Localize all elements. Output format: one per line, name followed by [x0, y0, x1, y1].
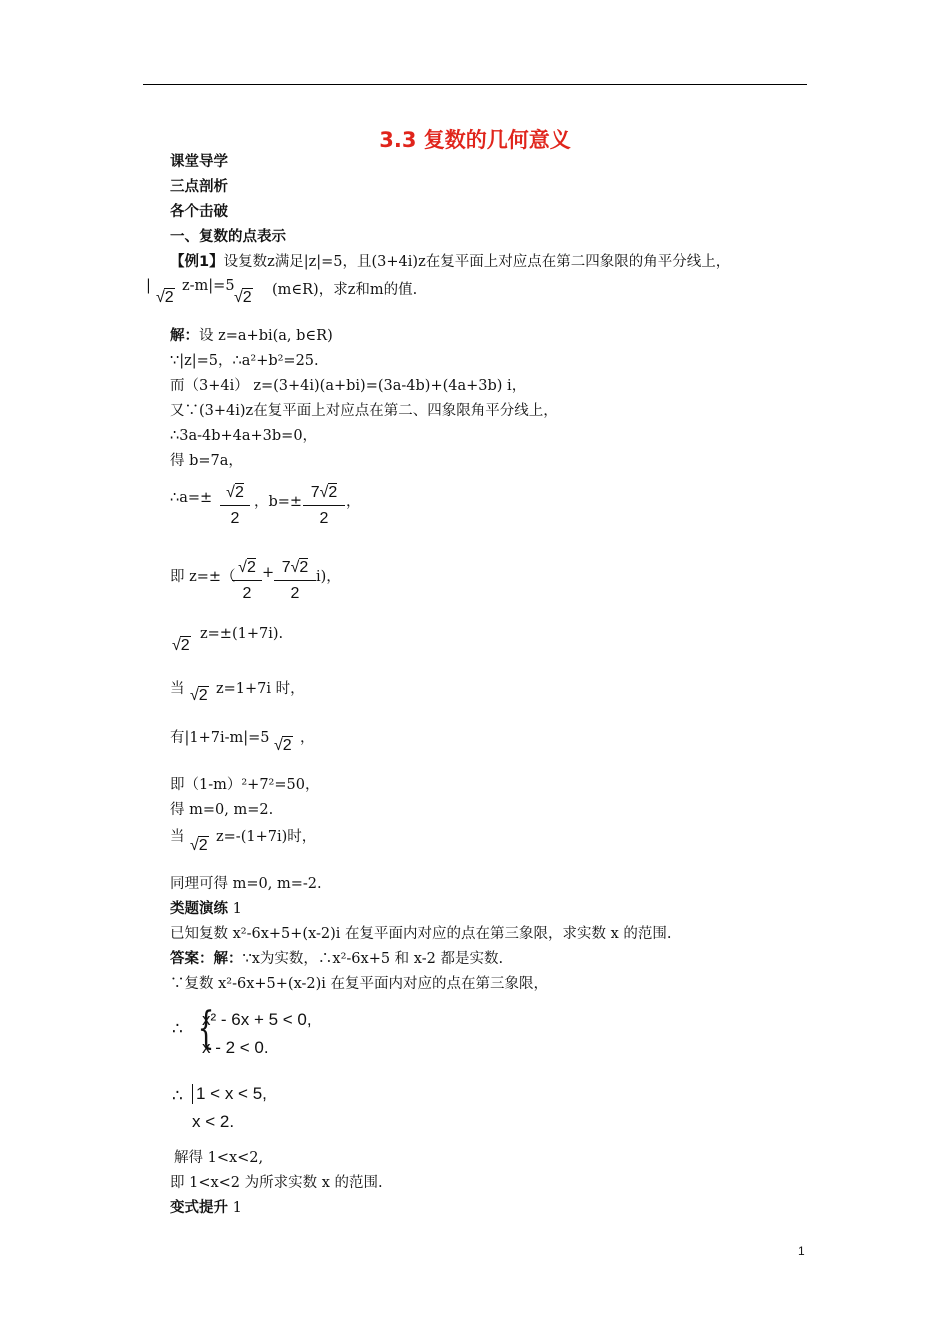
solution-l7-a: ∴a=±: [170, 490, 213, 506]
header-rule: [143, 84, 807, 85]
practice-question: 已知复数 x²-6x+5+(x-2)i 在复平面内对应的点在第三象限，求实数 x 的范围.: [170, 926, 672, 942]
heading-section-one: 一、复数的点表示: [170, 229, 286, 245]
solution-l11-a: 有|1+7i-m|=5: [170, 730, 270, 746]
heading-breakthrough: 各个击破: [170, 204, 228, 220]
solution-l6: 得 b=7a，: [170, 453, 243, 469]
fraction-7sqrt2-over-2: $\frac{7√2}{2}$: [274, 559, 316, 603]
system1-line2: x - 2 < 0.: [202, 1038, 269, 1057]
system1-line1: x² - 6x + 5 < 0,: [202, 1010, 312, 1029]
sqrt-2: √2: [190, 837, 208, 854]
solution-l7-c: ，: [346, 494, 361, 510]
solution-l10-a: 当: [170, 681, 185, 697]
solution-l14-b: z=-(1+7i)时，: [216, 829, 317, 845]
solution-l13: 得 m=0, m=2.: [170, 802, 274, 818]
left-brace: {: [197, 1003, 215, 1054]
solution-l15: 同理可得 m=0, m=-2.: [170, 876, 322, 892]
solution-l5: ∴3a-4b+4a+3b=0，: [170, 428, 318, 444]
solution-l2: ∵|z|=5，∴a²+b²=25.: [170, 353, 319, 369]
system2-line2: x < 2.: [192, 1112, 235, 1131]
solution-l12: 即（1-m）²+7²=50，: [170, 777, 320, 793]
page-title: 3.3 复数的几何意义: [379, 128, 571, 152]
therefore-symbol: ∴: [172, 1019, 183, 1038]
solution-l11-b: ，: [300, 730, 315, 746]
solution-l3: 而（3+4i） z=(3+4i)(a+bi)=(3a-4b)+(4a+3b) i，: [170, 378, 527, 394]
sqrt-2: √2: [172, 637, 190, 654]
variant-heading: 变式提升 1: [170, 1200, 242, 1216]
sqrt-2: √2: [190, 687, 208, 704]
practice-answer-l3: 解得 1<x<2,: [174, 1150, 264, 1166]
therefore-symbol: ∴: [172, 1086, 183, 1105]
practice-answer-l1: 答案：解：∵x为实数，∴x²-6x+5 和 x-2 都是实数.: [170, 951, 504, 967]
example1-eq: z-m|=5: [182, 278, 235, 294]
sqrt-2: √2: [234, 289, 252, 306]
practice-heading: 类题演练 1: [170, 901, 242, 917]
solution-l8-c: i)，: [316, 569, 341, 585]
example1-text: 设复数z满足|z|=5，且(3+4i)z在复平面上对应点在第二四象限的角平分线上，: [223, 254, 731, 270]
fraction-sqrt2-over-2: $\frac{√2}{2}$: [232, 559, 262, 603]
practice-answer-l2: ∵复数 x²-6x+5+(x-2)i 在复平面内对应的点在第三象限，: [170, 976, 549, 992]
fraction-7sqrt2-over-2: $\frac{7√2}{2}$: [303, 484, 345, 528]
example1-tail: (m∈R)，求z和m的值.: [272, 282, 418, 298]
fraction-sqrt2-over-2: $\frac{√2}{2}$: [220, 484, 250, 528]
example1-bar: |: [146, 278, 151, 294]
system2-line1: 1 < x < 5,: [196, 1084, 267, 1103]
solution-l8-a: 即 z=±（: [170, 569, 236, 585]
sqrt-2: √2: [156, 289, 174, 306]
solution-l9: z=±(1+7i).: [200, 626, 284, 642]
example1-line1: [170, 252, 730, 272]
solution-l7-b: ，b=±: [254, 494, 303, 510]
solution-l1: 解：设 z=a+bi(a, b∈R): [170, 328, 333, 344]
heading-classroom: 课堂导学: [170, 154, 228, 170]
solution-l14-a: 当: [170, 829, 185, 845]
example1-tag: 【例1】: [170, 254, 224, 270]
page-number: 1: [798, 1244, 805, 1258]
heading-analysis: 三点剖析: [170, 179, 228, 195]
solution-l10-b: z=1+7i 时，: [216, 681, 305, 697]
practice-answer-l4: 即 1<x<2 为所求实数 x 的范围.: [170, 1175, 383, 1191]
solution-l8-b: +: [262, 565, 275, 581]
sqrt-2: √2: [274, 737, 292, 754]
brace-bar: [192, 1084, 193, 1104]
solution-l4: 又∵(3+4i)z在复平面上对应点在第二、四象限角平分线上，: [170, 403, 558, 419]
